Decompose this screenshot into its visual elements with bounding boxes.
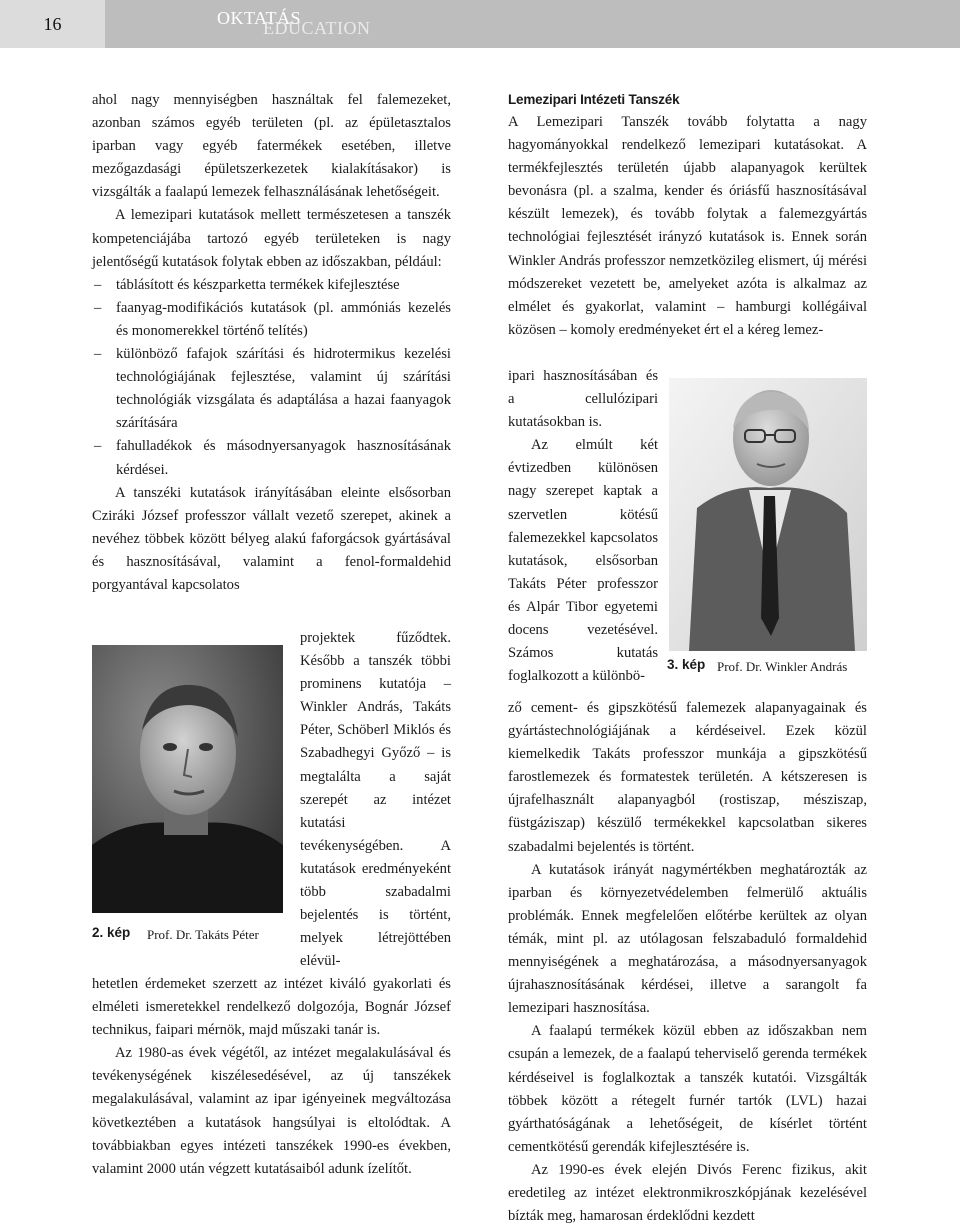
- left-column-bottom: [92, 973, 451, 1181]
- page-number: 16: [0, 0, 105, 48]
- right-paragraph-1a: A Lemezipari Tanszék tovább folytatta a nagy hagyományokkal rendelkező lemezipari kutatásokat. A termékfejlesztés területén újabb alapanyagok kerültek bevonásra (pl. a szalma, kender és óriásfű hasznosításával készült lemezek), és tovább folytak a falemezgyártás technológiai fejlesztését irányzó kutatások is. Ennek során Winkler András professzor nemzetközileg elismert, új mérési módszereket vezetett be, amelyeket azóta is alkalmaz az elmélet és gyakorlat, valamint – hamburgi kollégáival közösen – komoly eredményeket ért el a kéreg lemez-: [508, 114, 867, 338]
- left-paragraph-3b: projektek fűződtek. Később a tanszék többi prominens kutatója – Winkler András, Takáts Péter, Schöberl Miklós és Szabadhegyi Győző – is megtalálta a saját szerepét az intézet kutatási tevékenységében. A kutatások eredményeként több szabadalmi bejelentés is történt, melyek létrejöttében elévül-: [300, 630, 451, 970]
- right-paragraph-2a: Az elmúlt két évtizedben különösen nagy szerepet kaptak a szervetlen kötésű falemezekkel kapcsolatos kutatások, elsősorban Takáts Péter professzor és Alpár Tibor egyetemi docens vezetésével. Számos kutatás foglalkozott a különbö-: [508, 437, 658, 685]
- section-heading: Lemezipari Intézeti Tanszék: [508, 92, 680, 107]
- section-title-hu: OKTATÁS: [217, 8, 302, 28]
- list-item: – fahulladékok és másodnyersanyagok hasznosításának kérdései.: [94, 438, 451, 478]
- right-column-top: [508, 88, 867, 342]
- page-header: [0, 0, 960, 48]
- left-paragraph-3a: A tanszéki kutatások irányításában eleinte elsősorban Cziráki József professzor vállalt vezető szerepet, akinek a nevéhez többek között bélyeg alakú faforgácsok gyártásával és hasznosításával, valamint a fenol-formaldehid porgyantával kapcsolatos: [92, 484, 451, 593]
- photo-winkler-andras: [669, 378, 867, 651]
- left-paragraph-1: ahol nagy mennyiségben használtak fel falemezeket, azonban számos egyéb területen (pl. az épületasztalos iparban vagy egyéb fatermékek esetében, illetve mezőgazdasági épületszerkezetek kialakításakor) is vizsgálták a faalapú lemezek felhasználásának lehetőségeit.: [92, 92, 451, 201]
- photo-takats-peter: [92, 645, 283, 913]
- right-column-wrap: [508, 365, 658, 688]
- right-paragraph-1b: ipari hasznosításában és a cellulózipari kutatásokban is.: [508, 368, 658, 431]
- caption-3-label: 3. kép: [667, 657, 706, 672]
- left-column-top: [92, 89, 451, 597]
- right-paragraph-3: A kutatások irányát nagymértékben meghatározták az iparban és környezetvédelemben felmerülő aktuális problémák. Ennek megfelelően előtérbe kerültek az olyan témák, mint pl. az utólagosan felszabaduló formaldehid mennyiségének a meghatározása, a másodnyersanyagok újrahasznosításának kérdései, illetve a sarangolt fa lemezipari hasznosítása.: [508, 861, 867, 1017]
- left-paragraph-2: A lemezipari kutatások mellett természetesen a tanszék kompetenciájába tartozó egyéb területeken is nagy jelentőségű kutatások folytak ebben az időszakban, például:: [92, 207, 451, 270]
- list-item: – táblásított és készparketta termékek kifejlesztése: [94, 276, 400, 293]
- caption-2-label: 2. kép: [92, 925, 131, 940]
- research-list: [92, 274, 451, 482]
- right-column-bottom: [508, 697, 867, 1228]
- right-paragraph-4: A faalapú termékek közül ebben az időszakban nem csupán a lemezek, de a faalapú teherviselő gerenda termékek kérdéseivel is foglalkoztak a tanszék kutatói. Vizsgálták többek között a rétegelt furnér tartók (LVL) hazai gyárthatóságának a lehetőségeit, de kísérlet történt cementkötésű gerendák kifejlesztésére is.: [508, 1023, 867, 1155]
- list-item: – különböző fafajok szárítási és hidrotermikus kezelési technológiájának fejlesztése, valamint új szárítási technológiák vizsgálata és adaptálása a hazai faanyagok szárítására: [94, 346, 451, 432]
- caption-2-text: Prof. Dr. Takáts Péter: [147, 927, 259, 942]
- left-paragraph-4: Az 1980-as évek végétől, az intézet megalakulásával és tevékenységének kiszélesedésével, az új tanszékek megalakulásával, valamint az ipar igényeinek megváltozása következtében a kutatások hangsúlyai is eltolódtak. A továbbiakban egyes intézeti tanszékek 1990-es években, valamint 2000 után végzett kutatásaiból adunk ízelítőt.: [92, 1045, 451, 1177]
- list-item: – faanyag-modifikációs kutatások (pl. ammóniás kezelés és monomerekkel történő telítés): [94, 299, 451, 339]
- caption-3-text: Prof. Dr. Winkler András: [717, 659, 848, 674]
- section-title-en: EDUCATION: [263, 18, 371, 38]
- left-column-wrap: [300, 627, 451, 973]
- right-paragraph-5: Az 1990-es évek elején Divós Ferenc fizikus, akit eredetileg az intézet elektronmikroszkópjának kezelésével bízták meg, hamarosan érdeklődni kezdett: [508, 1161, 867, 1225]
- left-paragraph-3c: hetetlen érdemeket szerzett az intézet kiváló gyakorlati és elméleti ismeretekkel rendelkező dolgozója, Bognár József technikus, faipari mérnök, majd műszaki tanár is.: [92, 976, 451, 1039]
- right-paragraph-2b: ző cement- és gipszkötésű falemezek alapanyagainak és gyártástechnológiájának a kérdéseivel. Ezek közül kiemelkedik Takáts professzor munkája a gipszkötésű farostlemezek és formatestek területén. A kétszeresen is újrafelhasznált alapanyagból (rostiszap, mésziszap, füstgáziszap) készülő termékekkel kapcsolatban sikeres szabadalmi bejelentés is történt.: [508, 700, 867, 855]
